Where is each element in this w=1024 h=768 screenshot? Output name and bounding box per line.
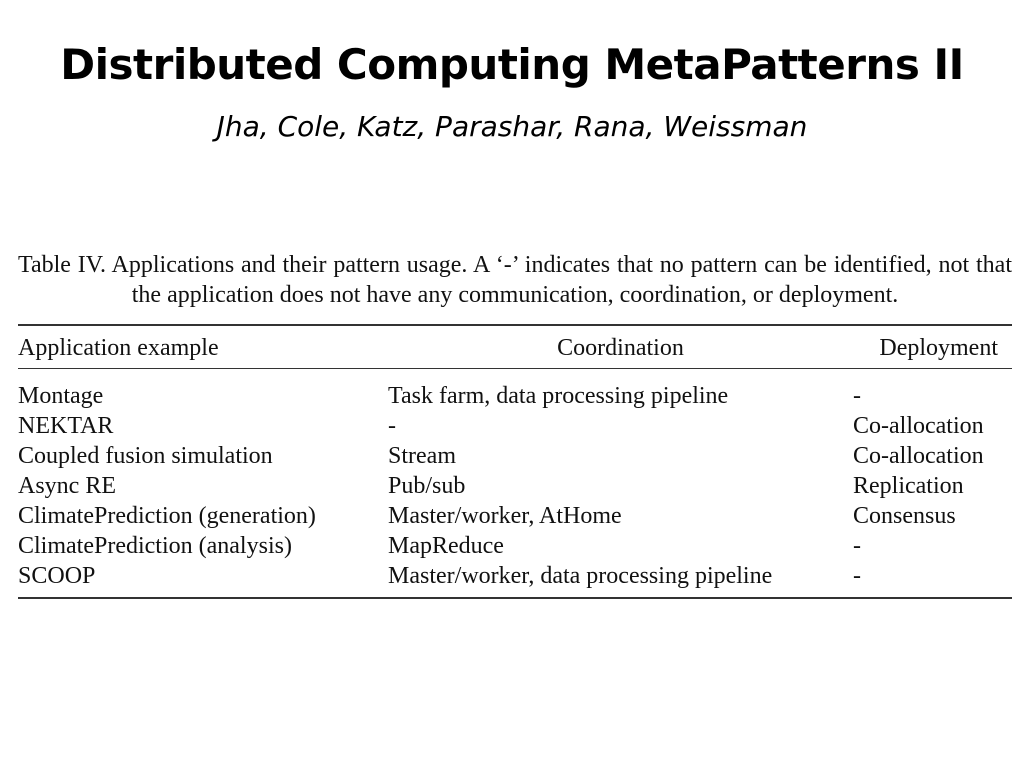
pattern-usage-table-block (18, 250, 1012, 599)
cell-deployment: - (853, 563, 861, 589)
table-row (18, 471, 1012, 501)
table-row (18, 561, 1012, 597)
table-bottom-rule (18, 597, 1012, 599)
cell-coordination: Task farm, data processing pipeline (388, 383, 729, 409)
cell-deployment: Replication (853, 473, 964, 499)
cell-deployment: - (853, 533, 861, 559)
cell-deployment: Consensus (853, 503, 956, 529)
table-row (18, 411, 1012, 441)
header-deployment: Deployment (879, 335, 998, 361)
pattern-usage-table (18, 326, 1012, 597)
cell-coordination: - (388, 413, 396, 439)
table-row (18, 501, 1012, 531)
cell-application: Montage (18, 383, 104, 409)
table-row (18, 369, 1012, 411)
cell-coordination: Stream (388, 443, 456, 469)
header-application-example: Application example (18, 335, 219, 361)
cell-application: ClimatePrediction (generation) (18, 503, 316, 529)
slide-title: Distributed Computing MetaPatterns II (60, 40, 964, 89)
cell-coordination: MapReduce (388, 533, 504, 559)
cell-application: NEKTAR (18, 413, 114, 439)
cell-deployment: - (853, 383, 861, 409)
cell-coordination: Master/worker, AtHome (388, 503, 622, 529)
cell-deployment: Co-allocation (853, 443, 984, 469)
table-row (18, 531, 1012, 561)
cell-application: Coupled fusion simulation (18, 443, 273, 469)
slide-subtitle: Jha, Cole, Katz, Parashar, Rana, Weissman (216, 110, 808, 143)
cell-application: Async RE (18, 473, 116, 499)
header-coordination: Coordination (557, 335, 684, 361)
cell-deployment: Co-allocation (853, 413, 984, 439)
table-row (18, 441, 1012, 471)
cell-application: SCOOP (18, 563, 96, 589)
cell-coordination: Pub/sub (388, 473, 466, 499)
table-header-row (18, 326, 1012, 368)
cell-application: ClimatePrediction (analysis) (18, 533, 292, 559)
cell-coordination: Master/worker, data processing pipeline (388, 563, 773, 589)
table-caption: Table IV. Applications and their pattern usage. A ‘-’ indicates that no pattern can be identified, not that the application does not have any communication, coordination, or deployment. (18, 252, 1012, 308)
